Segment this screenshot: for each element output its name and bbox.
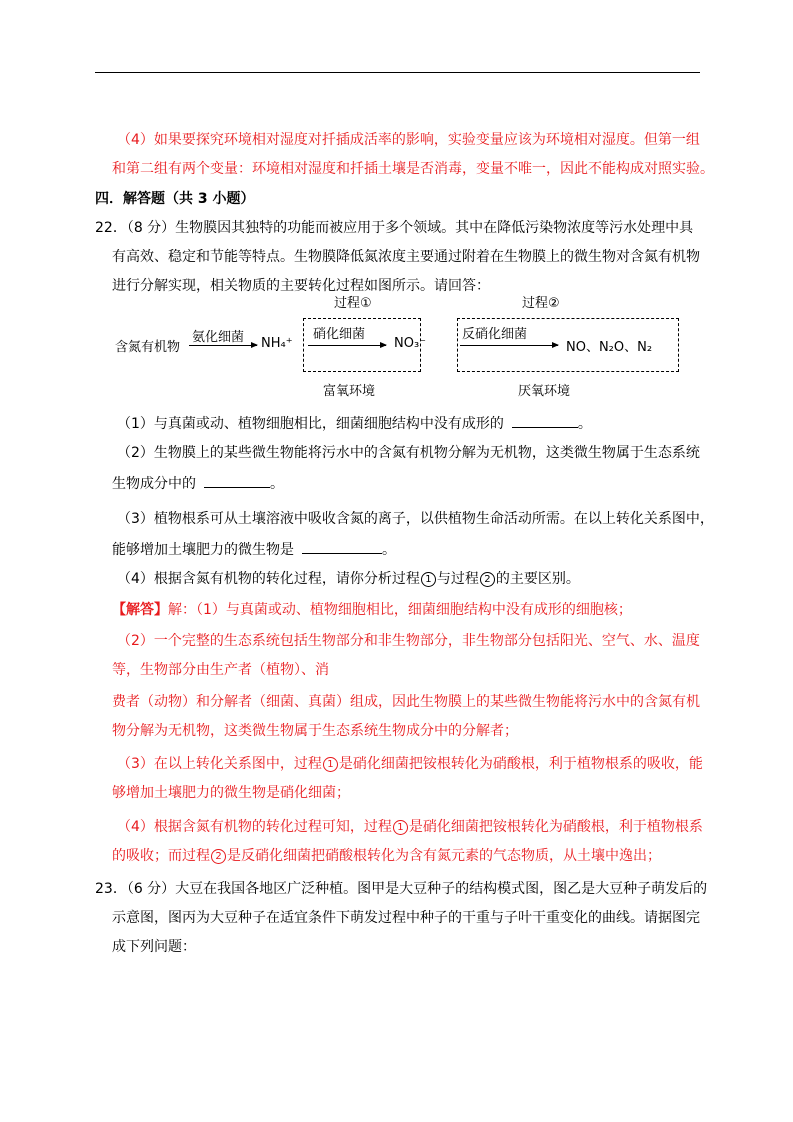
env2-label: 厌氧环境	[518, 384, 571, 399]
q21-answer-p4-line2: 和第二组有两个变量：环境相对湿度和扦插土壤是否消毒，变量不唯一，因此不能构成对照实验。	[112, 161, 714, 177]
nh4-label: NH₄⁺	[261, 336, 293, 351]
arrow2-label: 硝化细菌	[313, 327, 366, 342]
q23-line3: 成下列问题：	[112, 939, 196, 955]
q22-sub1: （1）与真菌或动、植物细胞相比，细菌细胞结构中没有成形的 。	[117, 413, 592, 433]
answer-blank-1[interactable]	[512, 413, 578, 428]
header-rule	[95, 72, 700, 73]
circle-2-icon: 2	[480, 572, 495, 587]
q22-sub3-line2: 能够增加土壤肥力的微生物是 。	[112, 539, 396, 559]
arrow1	[189, 345, 257, 346]
answer-a2-line1: （2）一个完整的生态系统包括生物部分和非生物部分，非生物部分包括阳光、空气、水、温度	[117, 633, 700, 649]
answer-tag: 【解答】	[112, 602, 168, 618]
process2-label: 过程②	[522, 296, 560, 311]
products-label: NO、N₂O、N₂	[566, 340, 653, 355]
section-heading: 四．解答题（共 3 小题）	[95, 191, 255, 207]
circle-1-icon: 1	[323, 757, 338, 772]
circle-2-icon: 2	[211, 849, 226, 864]
answer-a4-line2: 的吸收；而过程 2 是反硝化细菌把硝酸根转化为含有氮元素的气态物质，从土壤中逸出；	[112, 848, 661, 864]
q23-line2: 示意图，图丙为大豆种子在适宜条件下萌发过程中种子的干重与子叶干重变化的曲线。请据图完	[112, 910, 700, 926]
answer-a2-line3: 费者（动物）和分解者（细菌、真菌）组成，因此生物膜上的某些微生物能将污水中的含氮有机	[112, 694, 700, 710]
answer-a2-line2: 等，生物部分由生产者（植物）、消	[112, 662, 329, 678]
q22-sub2-line1: （2）生物膜上的某些微生物能将污水中的含氮有机物分解为无机物，这类微生物属于生态系统	[117, 445, 700, 461]
answer-a3-line1: （3）在以上转化关系图中，过程 1 是硝化细菌把铵根转化为硝酸根，利于植物根系的吸收，能	[117, 756, 703, 772]
answer-blank-3[interactable]	[302, 539, 382, 554]
q23-line1: 23．（6 分）大豆在我国各地区广泛种植。图甲是大豆种子的结构模式图，图乙是大豆种子萌发后的	[95, 881, 708, 897]
start-label: 含氮有机物	[115, 340, 181, 355]
answer-a2-line4: 物分解为无机物，这类微生物属于生态系统生物成分中的分解者；	[112, 723, 518, 739]
q22-intro-line2: 有高效、稳定和节能等特点。生物膜降低氮浓度主要通过附着在生物膜上的微生物对含氮有机物	[112, 249, 700, 265]
nitrogen-conversion-diagram	[110, 288, 690, 403]
circle-1-icon: 1	[393, 820, 408, 835]
q22-intro-line1: 22．（8 分）生物膜因其独特的功能而被应用于多个领域。其中在降低污染物浓度等污水处理中具	[95, 220, 694, 236]
arrow3	[460, 345, 558, 346]
arrow1-label: 氨化细菌	[192, 330, 245, 345]
q22-intro-line3: 进行分解实现，相关物质的主要转化过程如图所示。请回答：	[112, 278, 490, 294]
no3-label: NO₃⁻	[394, 336, 427, 351]
arrow2	[308, 345, 386, 346]
process1-label: 过程①	[334, 296, 372, 311]
q22-sub2-line2: 生物成分中的 。	[112, 473, 284, 493]
answer-a4-line1: （4）根据含氮有机物的转化过程可知，过程 1 是硝化细菌把铵根转化为硝酸根，利于植物根系	[117, 819, 703, 835]
arrow3-label: 反硝化细菌	[462, 327, 528, 342]
env1-label: 富氧环境	[323, 384, 376, 399]
q21-answer-p4-line1: （4）如果要探究环境相对湿度对扦插成活率的影响，实验变量应该为环境相对湿度。但第一组	[117, 132, 700, 148]
answer-blank-2[interactable]	[204, 473, 270, 488]
circle-1-icon: 1	[421, 572, 436, 587]
answer-a3-line2: 够增加土壤肥力的微生物是硝化细菌；	[112, 785, 350, 801]
q22-sub3-line1: （3）植物根系可从土壤溶液中吸收含氮的离子，以供植物生命活动所需。在以上转化关系图中，	[117, 511, 714, 527]
answer-a1: 【解答】解：（1）与真菌或动、植物细胞相比，细菌细胞结构中没有成形的细胞核；	[112, 602, 632, 618]
q22-sub4: （4）根据含氮有机物的转化过程，请你分析过程 1 与过程 2 的主要区别。	[117, 571, 580, 587]
